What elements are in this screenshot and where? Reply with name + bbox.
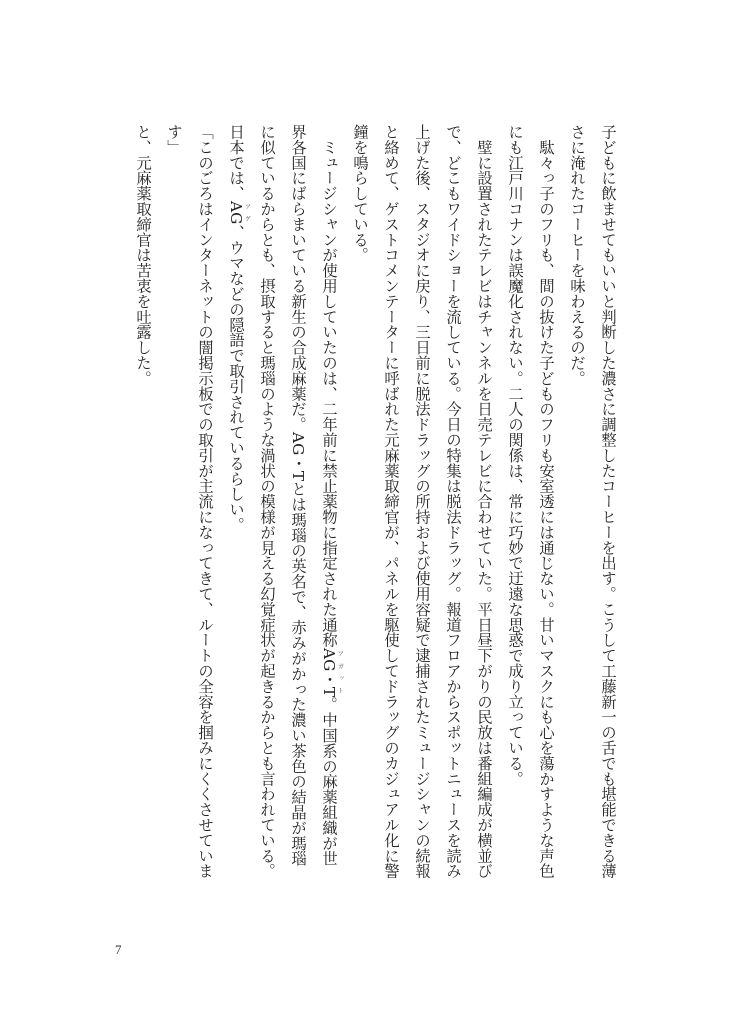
text-segment: ミュージシャンが使用していたのは、二年前に禁止薬物に指定された通称 <box>320 124 338 648</box>
text-column: す」 <box>165 124 183 155</box>
text-column: 「このごろはインターネットの闇掲示板での取引が主流になってきて、ルートの全容を掴みにくくさせていま <box>196 124 214 879</box>
ruby-reading: アガット <box>336 647 344 697</box>
text-column: に似ているからとも、摂取すると瑪瑙のような渦状の模様が見える幻覚症状が起きるからとも言われている。 <box>258 124 276 879</box>
ruby-annotated-term <box>320 647 344 697</box>
ruby-reading: アゲ <box>243 201 251 225</box>
text-column <box>313 124 344 894</box>
text-column: と絡めて、ゲストコメンテーターに呼ばれた元麻薬取締官が、パネルを駆使してドラッグのカジュアル化に警 <box>382 124 400 879</box>
vertical-text-body <box>127 124 623 894</box>
text-column: 上げた後、スタジオに戻り、三日前に脱法ドラッグの所持および使用容疑で逮捕されたミュージシャンの続報 <box>413 124 431 879</box>
text-column: 鐘を鳴らしている。 <box>351 124 369 263</box>
text-column: で、どこもワイドショーを流している。今日の特集は脱法ドラッグ。報道フロアからスポットニュースを読み <box>444 124 462 879</box>
text-column: 壁に設置されたテレビはチャンネルを日売テレビに合わせていた。平日昼下がりの民放は番組編成が横並び <box>475 124 493 879</box>
text-column: にも江戸川コナンは誤魔化されない。二人の関係は、常に巧妙で迂遠な思惑で成り立っている。 <box>506 124 524 787</box>
page-number: 7 <box>115 942 122 957</box>
ruby-annotated-term <box>227 201 251 225</box>
text-segment: 日本では、 <box>227 124 245 201</box>
text-column: 界各国にばらまいている新生の合成麻薬だ。AG・Tとは瑪瑙の英名で、赤みがかった濃い茶色の結晶が瑪瑙 <box>289 124 307 867</box>
text-column: と、元麻薬取締官は苦衷を吐露した。 <box>134 124 152 386</box>
text-column: 駄々っ子のフリも、間の抜けた子どものフリも安室透には通じない。甘いマスクにも心を蕩かすような声色 <box>537 124 555 879</box>
text-segment: 、ウマなどの隠語で取引されているらしい。 <box>227 224 245 533</box>
text-column: さに淹れたコーヒーを味わえるのだ。 <box>568 124 586 386</box>
text-column <box>220 124 251 894</box>
ruby-base: AG・T <box>320 647 338 697</box>
ruby-base: AG <box>227 201 245 225</box>
text-segment: 。中国系の麻薬組織が世 <box>320 696 338 867</box>
text-column: 子どもに飲ませてもいいと判断した濃さに調整したコーヒーを出す。こうして工藤新一の舌でも堪能できる薄 <box>599 124 617 879</box>
